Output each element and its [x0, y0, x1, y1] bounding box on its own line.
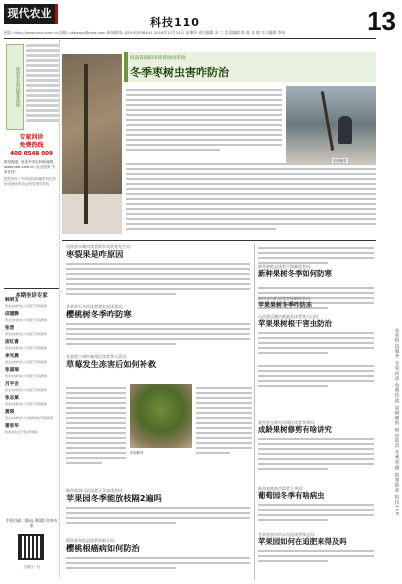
expert-name: 张志斌: [5, 396, 19, 401]
article-headline: 葡萄园冬季有啥病虫: [258, 491, 325, 500]
expert-desc: 西北农林科技大学园艺学院教授: [5, 332, 48, 336]
masthead-meta-line: 网址: http://www.nkb.com.cn 投稿: nkbssgy@sina.com 新闻热线: 029-87038401 2016年11月24日 星期四 责任编辑 刘 兰 美术编辑 路 超 张 敏 实习编辑 李妍: [4, 30, 376, 39]
expert-item: [5, 354, 59, 364]
experts-heading: 本期坐诊专家: [4, 288, 59, 299]
expert-name: 吕平会: [5, 382, 19, 387]
page-number: 13: [367, 6, 396, 36]
expert-item: [5, 424, 59, 434]
hotline-box: [4, 134, 59, 284]
feature-headline: 冬季枣树虫害咋防治: [130, 66, 229, 79]
expert-desc: 西北农林科技大学园艺学院教授: [5, 388, 48, 392]
article-11: [258, 532, 374, 580]
left-sidebar: [4, 40, 60, 578]
expert-item: [5, 410, 59, 420]
feature-photo-orchard: [62, 54, 122, 234]
expert-name: 邱德静: [5, 312, 19, 317]
qr-caption: 上网扫一扫: [23, 565, 40, 569]
feature-photo-pruning: [286, 86, 376, 164]
article-kicker: 陕西省旬邑县读者孙新立问:: [66, 538, 116, 543]
article-kicker: 陕西省洛川县读者王学南读者问:: [66, 488, 124, 493]
column-divider: [254, 244, 255, 580]
article-headline: 樱桃树冬季咋防寒: [66, 309, 132, 319]
article-2: [66, 304, 250, 354]
article-1: [66, 244, 250, 304]
hotline-description: 微信搜索: 登录中国农科新闻网 www.nkb.com.cn 点击在线“专家在线”: [4, 160, 56, 174]
left-intro-text: [26, 44, 59, 130]
expert-name: 庞红喜: [5, 340, 19, 345]
article-5: [66, 538, 250, 580]
article-10: [258, 486, 374, 530]
article-8: [258, 362, 374, 422]
hotline-note: 把您发现 / 中国农科新闻网 科技热线·陕西现代农业科技指导热线: [4, 177, 56, 186]
expert-name: 张晋: [5, 326, 15, 331]
expert-desc: 西北农林科技大学园艺学院教授: [5, 304, 48, 308]
expert-item: [5, 298, 59, 308]
vertical-side-strip: 农业科技服务 专家问诊 免费热线 果树修剪 病虫防治 冬季管理 防寒防冻 科技110: [394, 328, 399, 516]
article-kicker: 陕西省商洛市读者王华问:: [258, 486, 304, 491]
qr-label: 手机扫描二维码 用QQ 咨询专家: [5, 518, 58, 528]
expert-item: [5, 326, 59, 336]
vertical-banner-text: 陕西农业科技服务热线: [16, 67, 21, 107]
article-4: [66, 488, 250, 534]
article-kicker: 山西省运城市临猗县读者张大山问:: [258, 314, 320, 319]
feature-kicker: 河南省洛阳市读者徐同华问:: [130, 56, 187, 61]
expert-desc: 西北农林科技大学园艺学院教授: [5, 346, 48, 350]
article-headline: 苹果园如何在追肥来得及吗: [258, 537, 347, 546]
expert-name: 雷家华: [5, 424, 19, 429]
article-kicker: 甘肃省兰州市秦州区读者李小武问:: [66, 354, 128, 359]
article-3-body-2: [196, 384, 252, 484]
article-headline: 樱桃根癌病如何防治: [66, 543, 140, 553]
feature-body-text-2: [126, 160, 376, 236]
expert-desc: 西北农林科技大学园艺学院教授: [5, 360, 48, 364]
article-9: [258, 420, 374, 484]
article-headline: 成龄果树修剪有啥讲究: [258, 425, 332, 434]
expert-name: 李光晨: [5, 354, 19, 359]
expert-item: [5, 312, 59, 322]
expert-desc: 西北农林科技大学园艺学院教授: [5, 402, 48, 406]
article-headline: 草莓发生冻害后如何补救: [66, 359, 157, 369]
hotline-number: 400 0548 009: [10, 151, 53, 157]
masthead-logo: 现代农业: [4, 4, 58, 24]
article-headline: 苹果果树根干害虫防治: [258, 319, 332, 328]
article-kicker: 陕西省宝鸡市凤翔区读者李华问:: [258, 420, 316, 425]
article-kicker: 河南省永城市读者薛乡读者张先生问:: [66, 244, 132, 249]
article-6: [258, 244, 374, 284]
feature-body-text: [126, 86, 282, 156]
section-divider: [62, 240, 376, 241]
vertical-banner: [6, 44, 24, 130]
article-kicker: 陕西省旬阳县读者杨新读者问:: [258, 296, 312, 301]
expert-item: [5, 340, 59, 350]
hotline-subtitle: 免费热线: [19, 142, 44, 149]
article-7: [258, 314, 374, 360]
expert-desc: 陕西省农业厅果业管理局: [5, 430, 39, 434]
expert-desc: 西北农林科技大学园艺学院教授: [5, 318, 48, 322]
article-6b: [258, 296, 374, 314]
experts-list: [5, 298, 59, 438]
article-photo-caption: 枣树修剪: [130, 451, 144, 455]
qr-code-icon[interactable]: [18, 534, 44, 560]
article-3: [66, 354, 250, 380]
section-title: 科技110: [150, 16, 200, 29]
expert-desc: 西北农林科技大学植物保护学院教授: [5, 416, 54, 420]
feature-photo-caption: 枣树修剪: [333, 159, 347, 163]
article-headline: 枣裂果是咋原因: [66, 249, 124, 259]
expert-item: [5, 396, 59, 406]
article-headline: 苹果园冬季能放枝隔2遍吗: [66, 493, 162, 503]
hotline-title: 专家问诊: [19, 134, 44, 141]
article-headline: 苹果果树冬季咋防冻: [258, 302, 313, 309]
article-photo-tree: [130, 384, 192, 448]
expert-name: 韩明玉: [5, 298, 19, 303]
article-3-body: [66, 384, 126, 484]
expert-name: 张国瑞: [5, 368, 19, 373]
article-kicker: 甘肃省天水市读者胡宏光读者问:: [66, 304, 124, 309]
article-headline: 新种果树冬季如何防寒: [258, 268, 332, 278]
expert-desc: 西北农林科技大学园艺学院教授: [5, 374, 48, 378]
expert-item: [5, 368, 59, 378]
expert-item: [5, 382, 59, 392]
expert-name: 黄瑛: [5, 410, 15, 415]
article-kicker: 甘肃省金昌市永昌县读者杨志问:: [258, 532, 316, 537]
article-kicker: 陕西省乾县读者王海量读者问:: [258, 263, 312, 269]
